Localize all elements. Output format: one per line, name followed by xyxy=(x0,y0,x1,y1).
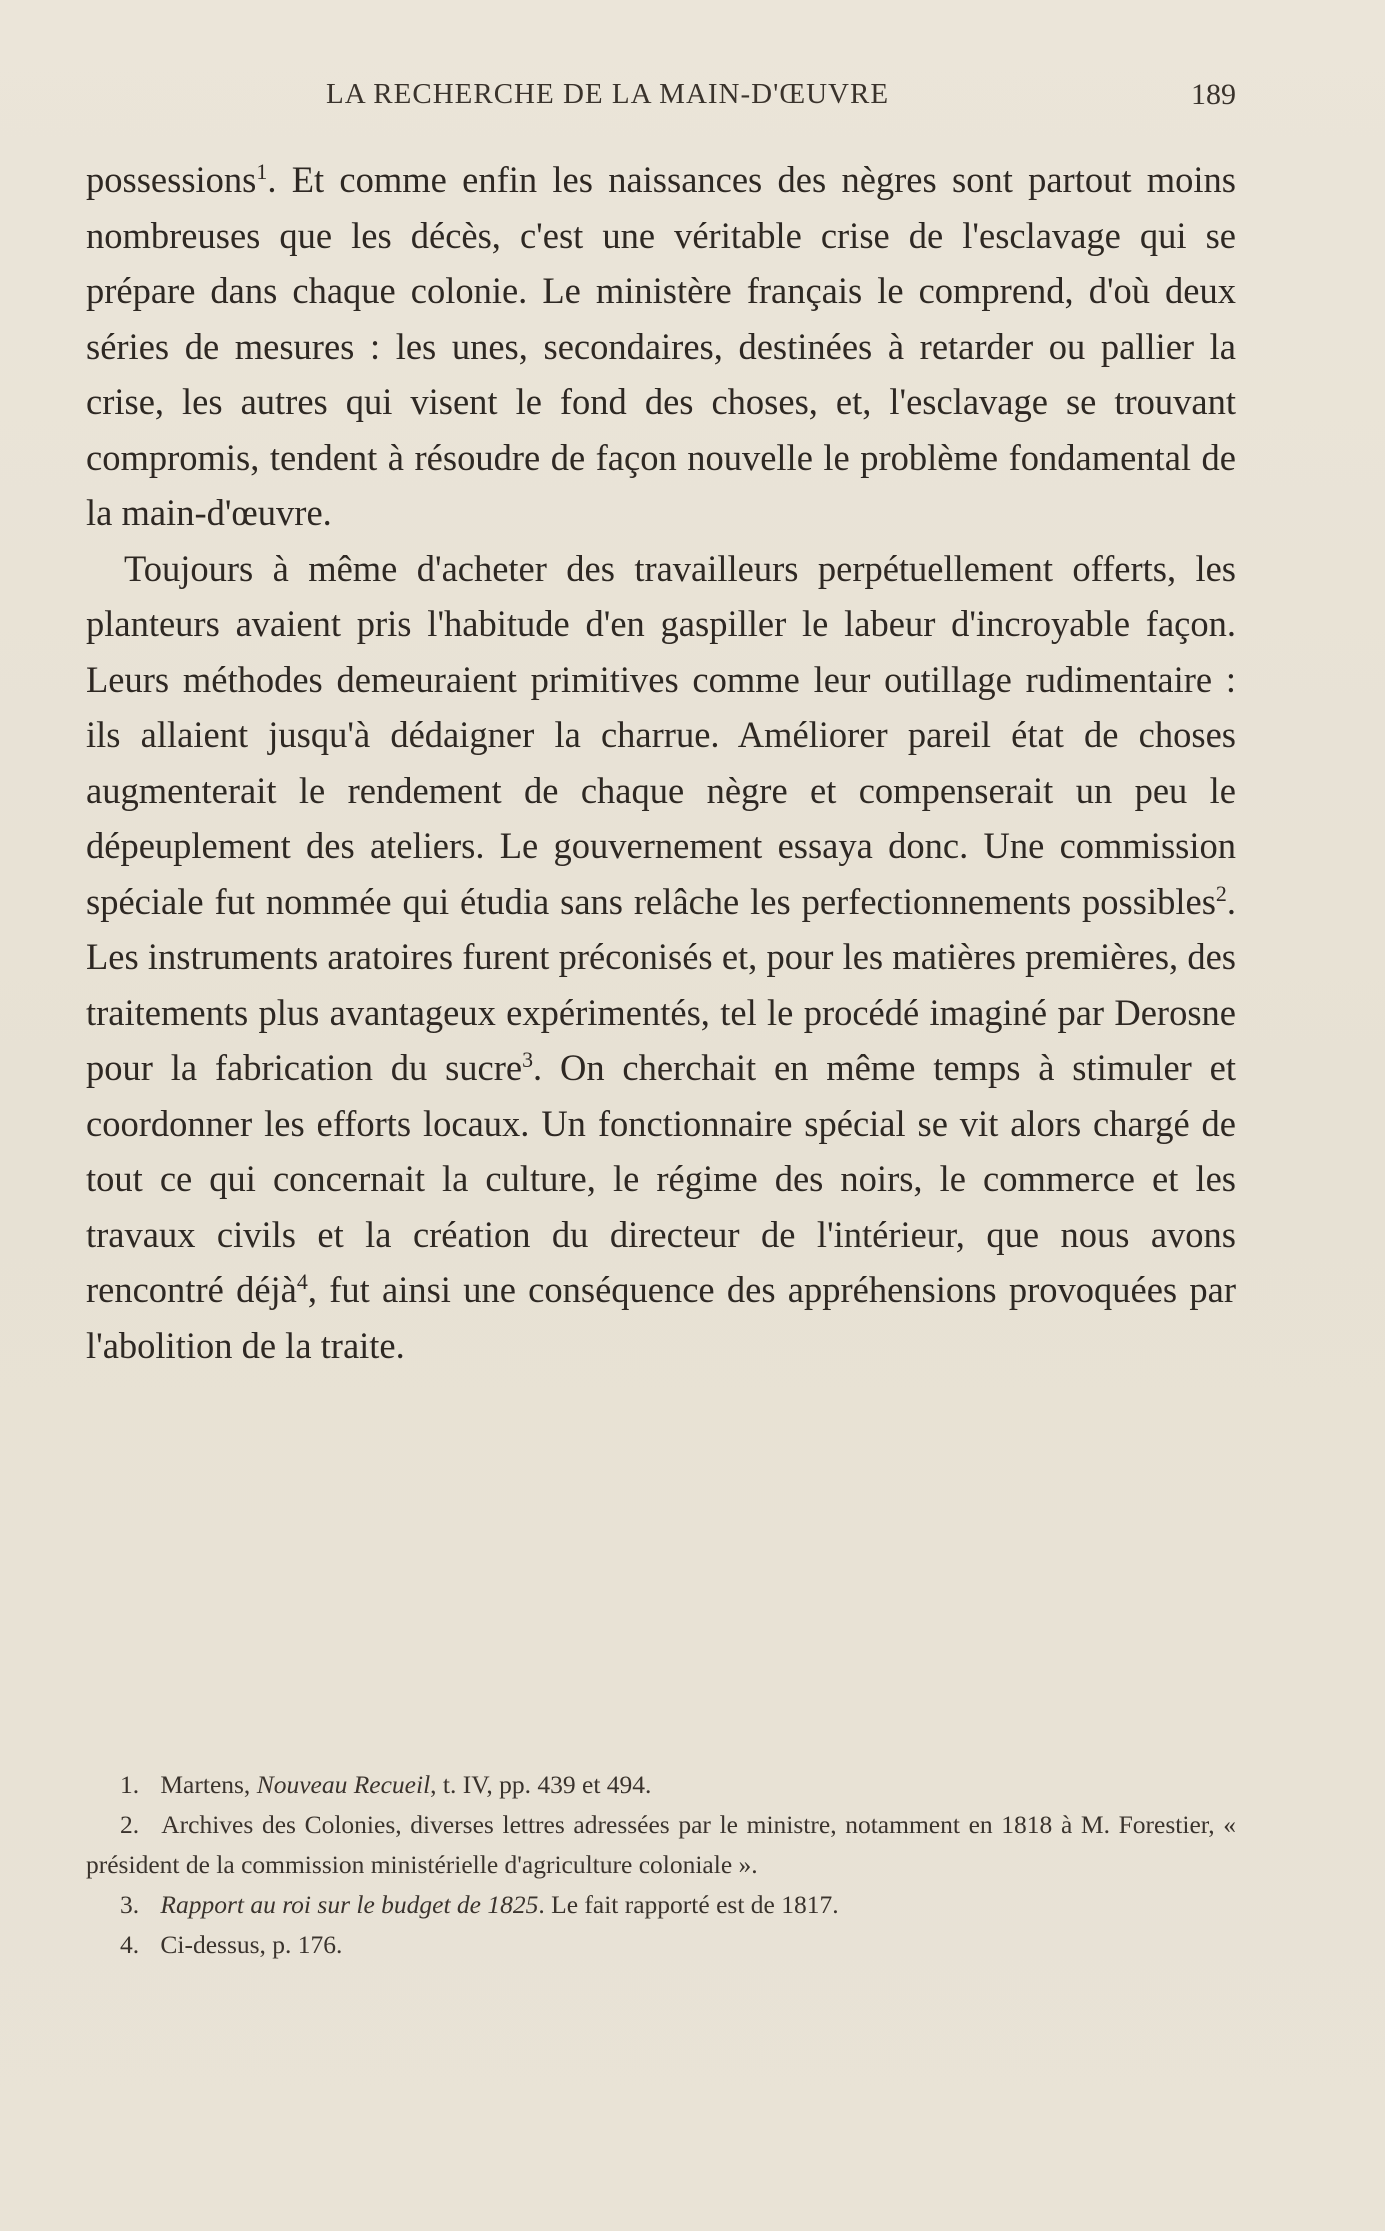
paragraph-2-text-b: . Les instruments aratoires furent préconisés et, pour les matières premières, des traitements plus avantageux expérimentés, tel le procédé imaginé par Derosne pour la fabrication du sucre xyxy=(86,880,1236,1088)
footnote-ref-2: 2 xyxy=(1215,880,1227,906)
paragraph-1-text-a: possessions xyxy=(86,159,257,200)
paragraph-2 xyxy=(86,541,1236,1374)
running-title: LA RECHERCHE DE LA MAIN-D'ŒUVRE xyxy=(326,78,890,110)
footnote-1-title: Nouveau Recueil xyxy=(256,1770,431,1799)
footnotes xyxy=(86,1765,1236,1965)
paragraph-1-text-b: . Et comme enfin les naissances des nègres sont partout moins nombreuses que les décès, c'est une véritable crise de l'esclavage qui se prépare dans chaque colonie. Le ministère français le comprend, d'où deux séries de mesures : les unes, secondaires, destinées à retarder ou pallier la crise, les autres qui visent le fond des choses, et, l'esclavage se trouvant compromis, tendent à résoudre de façon nouvelle le problème fondamental de la main-d'œuvre. xyxy=(86,159,1236,533)
paragraph-2-text-d: , fut ainsi une conséquence des appréhensions provoquées par l'abolition de la traite. xyxy=(86,1269,1236,1366)
body-text xyxy=(86,152,1236,1373)
footnote-2-text: Archives des Colonies, diverses lettres adressées par le ministre, notamment en 1818 à M. Forestier, « président de la commission ministérielle d'agriculture coloniale ». xyxy=(86,1810,1237,1879)
footnote-1-pre: Martens, xyxy=(160,1770,257,1799)
page-number: 189 xyxy=(1191,78,1236,111)
footnote-4-text: Ci-dessus, p. 176. xyxy=(160,1930,343,1959)
footnote-1-post: , t. IV, pp. 439 et 494. xyxy=(430,1770,652,1799)
footnote-ref-1: 1 xyxy=(256,158,268,184)
paragraph-1 xyxy=(86,152,1236,541)
paragraph-2-text-c: . On cherchait en même temps à stimuler et coordonner les efforts locaux. Un fonctionnaire spécial se vit alors chargé de tout ce qui concernait la culture, le régime des noirs, le commerce et les travaux civils et la création du directeur de l'intérieur, que nous avons rencontré déjà xyxy=(86,1047,1236,1310)
footnote-1-number: 1. xyxy=(120,1770,140,1799)
footnote-ref-4: 4 xyxy=(296,1268,308,1294)
footnote-3-number: 3. xyxy=(120,1890,140,1919)
footnote-2 xyxy=(86,1805,1236,1885)
footnote-3-post: . Le fait rapporté est de 1817. xyxy=(538,1890,839,1919)
footnote-3-title: Rapport au roi sur le budget de 1825 xyxy=(160,1890,539,1919)
paragraph-2-text-a: Toujours à même d'acheter des travailleurs perpétuellement offerts, les planteurs avaient pris l'habitude d'en gaspiller le labeur d'incroyable façon. Leurs méthodes demeuraient primitives comme leur outillage rudimentaire : ils allaient jusqu'à dédaigner la charrue. Améliorer pareil état de choses augmenterait le rendement de chaque nègre et compenserait un peu le dépeuplement des ateliers. Le gouvernement essaya donc. Une commission spéciale fut nommée qui étudia sans relâche les perfectionnements possibles xyxy=(86,547,1236,922)
footnote-1 xyxy=(86,1765,1236,1805)
footnote-4 xyxy=(86,1925,1236,1965)
footnote-2-number: 2. xyxy=(120,1810,140,1839)
footnote-3 xyxy=(86,1885,1236,1925)
footnote-4-number: 4. xyxy=(120,1930,140,1959)
footnote-ref-3: 3 xyxy=(522,1046,534,1072)
running-head xyxy=(86,78,1236,128)
